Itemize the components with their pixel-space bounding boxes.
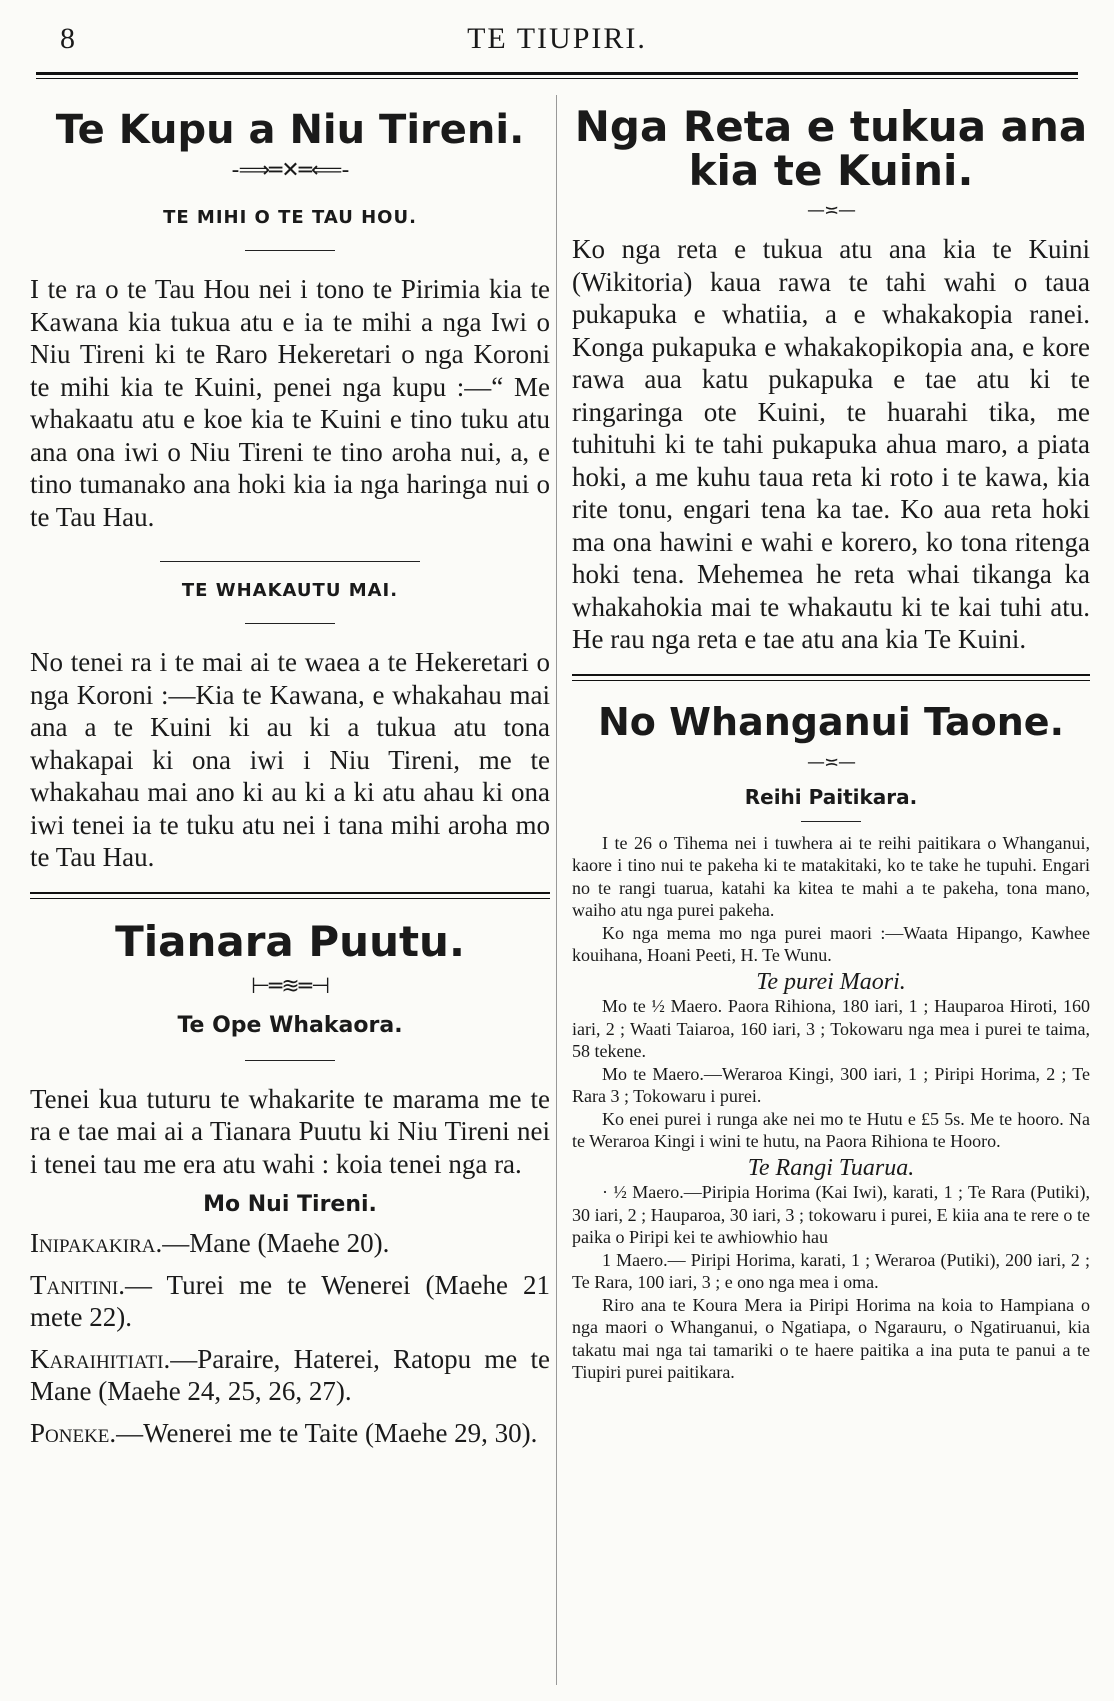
ornament-divider: —≍— — [806, 200, 856, 221]
left-column — [30, 95, 550, 1449]
page-header — [40, 18, 1074, 58]
schedule-list — [30, 1227, 550, 1449]
race-heading-purei-maori: Te purei Maori. — [756, 968, 906, 995]
paragraph: Mo te Maero.—Weraroa Kingi, 300 iari, 1 ; Piripi Horima, 2 ; Te Rara 3 ; Tokowaru i purei. — [572, 1063, 1090, 1106]
short-rule — [245, 1060, 335, 1061]
paragraph: Ko enei purei i runga ake nei mo te Hutu e £5 5s. Me te hooro. Na te Weraroa Kingi i wini te hutu, na Paora Rihiona te Hooro. — [572, 1108, 1090, 1151]
ornament-divider: —≍— — [806, 751, 856, 773]
article-body-tianara — [30, 1083, 550, 1181]
paragraph: Riro ana te Koura Mera ia Piripi Horima na koia to Hampiana o nga maori o Whanganui, o Ngatiapa, o Ngarauru, o Ngatiruanui, kia takatu mai nga tai tamariki o te haere paitika a ina puta te panui a te Tiupiri purei paitikara. — [572, 1294, 1090, 1382]
header-rule-thin — [36, 78, 1078, 79]
short-rule — [801, 821, 861, 822]
race-heading-rangi-tuarua: Te Rangi Tuarua. — [747, 1154, 915, 1181]
race-report — [572, 832, 1090, 1384]
article-body-mihi — [30, 273, 550, 533]
schedule-when: —Wenerei me te Taite (Maehe 29, 30). — [116, 1418, 538, 1448]
schedule-place: Poneke. — [30, 1418, 117, 1448]
schedule-when: —Paraire, Haterei, Ratopu me te Mane (Maehe 24, 25, 26, 27). — [30, 1344, 550, 1406]
article-title-whanganui: No Whanganui Taone. — [597, 699, 1065, 744]
section-subtitle-nui-tireni: Mo Nui Tireni. — [203, 1192, 377, 1217]
schedule-place: Karaihitiati. — [30, 1344, 171, 1374]
schedule-item — [30, 1417, 550, 1449]
paragraph: Ko nga reta e tukua atu ana kia te Kuini (Wikitoria) kaua rawa te tahi wahi o taua pukapuka e whatiia, a e whakakopia ranei. Konga pukapuka e whakakopikopia ana, e kore rawa aua katu pukapuka e tae atu ki te ringaringa ote Kuini, te huarahi tika, me tuhituhi ki te tahi pukapuka ahua maro, a piata hoki, a me kuhu taua reta ki roto i te kawa, kia rite tonu, engari tena ka tae. Ko aua reta hoki ma ona hawini e wahi e korero, ko tona ritenga hoki tena. Mehemea he reta whai tikanga ka whakahokia mai te whakautu ki te kai tuhi atu. He rau nga reta e tae atu ana kia Te Kuini. — [572, 234, 1090, 654]
paragraph: · ½ Maero.—Piripia Horima (Kai Iwi), karati, 1 ; Te Rara (Putiki), 30 iari, 2 ; Hauparoa, 30 iari, 3 ; tokowaru i purei, E kiia ana te rere o te paika o Piripi kei te awhiowhio hau — [572, 1182, 1090, 1247]
short-rule — [245, 623, 335, 624]
schedule-item — [30, 1343, 550, 1407]
schedule-when: — Turei me te Wenerei (Maehe 21 mete 22). — [30, 1270, 550, 1332]
right-column — [572, 95, 1090, 1384]
ornament-divider: -⟹═✕═⟸- — [231, 158, 349, 183]
paragraph: No tenei ra i te mai ai te waea a te Hekeretari o nga Koroni :—Kia te Kawana, e whakahau mai ana a te Kuini ki au ki a tukua atu tona whakapai ki ona iwi i Niu Tireni, me te whakahau mai ano ki au ki a ki atu ahau ki ona iwi tenei ia te tuku atu nei i tana mihi aroha mo te Tau Hau. — [30, 647, 550, 872]
article-body-reta — [572, 233, 1090, 656]
schedule-when: —Mane (Maehe 20). — [162, 1228, 390, 1258]
section-subtitle-whakautu: TE WHAKAUTU MAI. — [181, 580, 399, 601]
article-title-tianara: Tianara Puutu. — [115, 916, 465, 966]
paragraph: 1 Maero.— Piripi Horima, karati, 1 ; Weraroa (Putiki), 200 iari, 2 ; Te Rara, 100 iari, 3 ; e ono nga mea i oma. — [572, 1249, 1090, 1292]
section-subtitle-mihi: TE MIHI O TE TAU HOU. — [163, 207, 417, 228]
paragraph: I te ra o te Tau Hou nei i tono te Pirimia kia te Kawana kia tukua atu e ia te mihi a nga Iwi o Niu Tireni ki te Raro Hekeretari o nga Koroni te mihi kia te Kuini, penei nga kupu :—“ Me whakaatu atu e koe kia te Kuini e tino tuku atu ana ona iwi o Niu Tireni te tino aroha nui, a, e tino tumanako ana hoki kia ia nga haringa nui o te Tau Hau. — [30, 274, 550, 532]
article-body-whakautu — [30, 646, 550, 874]
section-subtitle-reihi: Reihi Paitikara. — [744, 784, 918, 809]
masthead-title: TE TIUPIRI. — [467, 22, 647, 55]
page-number: 8 — [60, 22, 77, 55]
schedule-item — [30, 1227, 550, 1259]
double-rule — [572, 674, 1090, 681]
section-subtitle-ope: Te Ope Whakaora. — [177, 1012, 403, 1038]
schedule-item — [30, 1269, 550, 1333]
section-rule — [160, 561, 420, 562]
schedule-place: Tanitini. — [30, 1270, 125, 1300]
double-rule — [30, 892, 550, 899]
paragraph: Ko nga mema mo nga purei maori :—Waata Hipango, Kawhee kouihana, Hoani Peeti, H. Te Wunu. — [572, 922, 1090, 965]
short-rule — [245, 250, 335, 251]
paragraph: I te 26 o Tihema nei i tuwhera ai te reihi paitikara o Whanganui, kaore i tino nui te pakeha ki te matakitaki, ko te take he tupuhi. Engari no te rangi tuarua, katahi ka kitea te mahi a te pakeha, tona mano, waiho atu nga purei pakeha. — [572, 832, 1090, 920]
header-rule-thick — [36, 72, 1078, 75]
schedule-place: Inipakakira. — [30, 1228, 163, 1258]
ornament-divider: ⊢═≋═⊣ — [250, 973, 330, 999]
article-title-reta: Nga Reta e tukua ana kia te Kuini. — [574, 102, 1088, 195]
paragraph: Mo te ½ Maero. Paora Rihiona, 180 iari, 1 ; Hauparoa Hiroti, 160 iari, 2 ; Waati Taiaroa, 160 iari, 3 ; Tokowaru nga mea i purei te taima, 58 tekene. — [572, 996, 1090, 1061]
column-divider — [556, 95, 557, 1685]
paragraph: Tenei kua tuturu te whakarite te marama me te ra e tae mai ai a Tianara Puutu ki Niu Tireni nei i tenei tau me era atu wahi : koia tenei nga ra. — [30, 1083, 550, 1179]
article-title-niu-tireni: Te Kupu a Niu Tireni. — [55, 107, 525, 153]
